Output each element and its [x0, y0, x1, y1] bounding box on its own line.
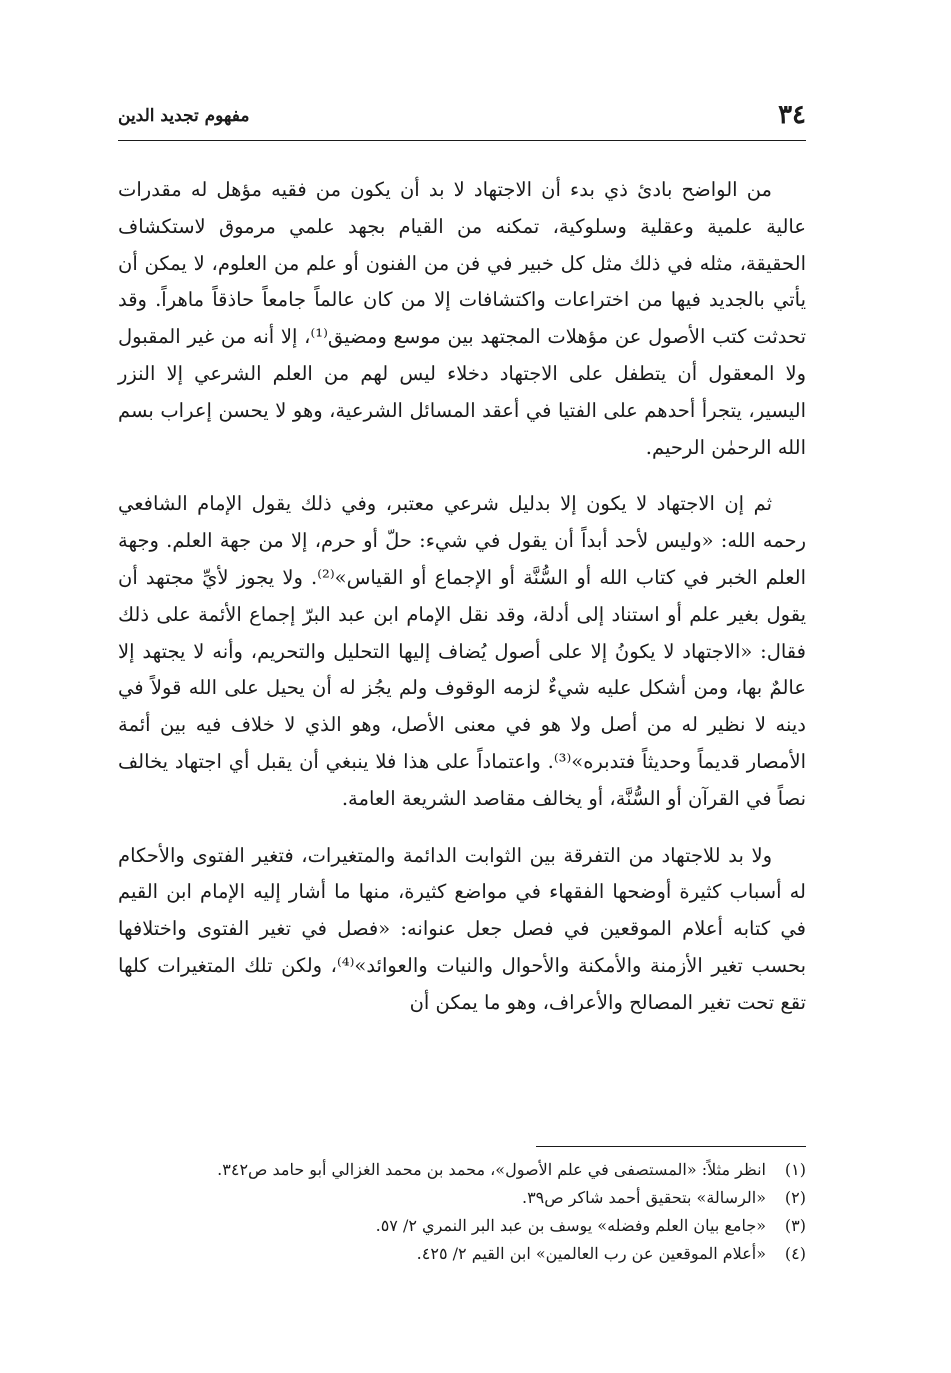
- footnote-4: [118, 1240, 806, 1268]
- page-header: [118, 96, 806, 141]
- footnote-text: انظر مثلاً: «المستصفى في علم الأصول»، محمد بن محمد الغزالي أبو حامد ص٣٤٢.: [217, 1160, 766, 1179]
- footnotes: [118, 1156, 806, 1268]
- footnote-text: «جامع بيان العلم وفضله» يوسف بن عبد البر النمري ٢/ ٥٧.: [375, 1216, 766, 1235]
- footnote-number: (٢): [784, 1188, 806, 1207]
- footnote-separator: [536, 1146, 806, 1147]
- page-number: ٣٤: [778, 100, 806, 130]
- paragraph-1: من الواضح بادئ ذي بدء أن الاجتهاد لا بد أن يكون من فقيه مؤهل له مقدرات عالية علمية وعقلية وسلوكية، تمكنه من القيام بجهد علمي مرموق لاستكشاف الحقيقة، مثله في ذلك مثل كل خبير في فن من الفنون أو علم من العلوم، لا يمكن أن يأتي بالجديد فيها من اختراعات واكتشافات إلا من كان عالماً جامعاً حاذقاً ماهراً. وقد تحدثت كتب الأصول عن مؤهلات المجتهد بين موسع ومضيق⁽¹⁾، إلا أنه من غير المقبول ولا المعقول أن يتطفل على الاجتهاد دخلاء ليس لهم من العلم الشرعي إلا النزر اليسير، يتجرأ أحدهم على الفتيا في أعقد المسائل الشرعية، وهو لا يحسن إعراب بسم الله الرحمٰن الرحيم.: [118, 178, 806, 459]
- footnote-number: (٤): [784, 1244, 806, 1263]
- footnote-2: [118, 1184, 806, 1212]
- footnote-text: «أعلام الموقعين عن رب العالمين» ابن القيم ٢/ ٤٢٥.: [416, 1244, 766, 1263]
- paragraph-3: ولا بد للاجتهاد من التفرقة بين الثوابت الدائمة والمتغيرات، فتغير الفتوى والأحكام له أسباب كثيرة أوضحها الفقهاء في مواضع كثيرة، منها ما أشار إليه الإمام ابن القيم في كتابه أعلام الموقعين في فصل جعل عنوانه: «فصل في تغير الفتوى واختلافها بحسب تغير الأزمنة والأمكنة والأحوال والنيات والعوائد»⁽⁴⁾، ولكن تلك المتغيرات كلها تقع تحت تغير المصالح والأعراف، وهو ما يمكن أن: [118, 843, 807, 1014]
- paragraph-2: ثم إن الاجتهاد لا يكون إلا بدليل شرعي معتبر، وفي ذلك يقول الإمام الشافعي رحمه الله: «وليس لأحد أبداً أن يقول في شيء: حلّ أو حرم، إلا من جهة العلم. وجهة العلم الخبر في كتاب الله أو السُّنَّة أو الإجماع أو القياس»⁽²⁾. ولا يجوز لأيِّ مجتهد أن يقول بغير علم أو استناد إلى أدلة، وقد نقل الإمام ابن عبد البرّ إجماع الأئمة على ذلك فقال: «الاجتهاد لا يكونُ إلا على أصول يُضاف إليها التحليل والتحريم، وأنه لا يجتهد إلا عالمٌ بها، ومن أشكل عليه شيءٌ لزمه الوقوف ولم يجُز له أن يحيل على الله قولاً في دينه لا نظير له من أصل ولا هو في معنى الأصل، وهو الذي لا خلاف فيه بين أئمة الأمصار قديماً وحديثاً فتدبره»⁽³⁾. واعتماداً على هذا فلا ينبغي أن يقبل أي اجتهاد يخالف نصاً في القرآن أو السُّنَّة، أو يخالف مقاصد الشريعة العامة.: [118, 492, 807, 810]
- footnote-1: [118, 1156, 806, 1184]
- footnote-number: (٣): [784, 1216, 806, 1235]
- footnote-number: (١): [784, 1160, 806, 1179]
- main-text: [118, 172, 806, 1042]
- footnote-3: [118, 1212, 806, 1240]
- running-title: مفهوم تجديد الدين: [118, 106, 250, 126]
- footnote-text: «الرسالة» بتحقيق أحمد شاكر ص٣٩.: [521, 1188, 766, 1207]
